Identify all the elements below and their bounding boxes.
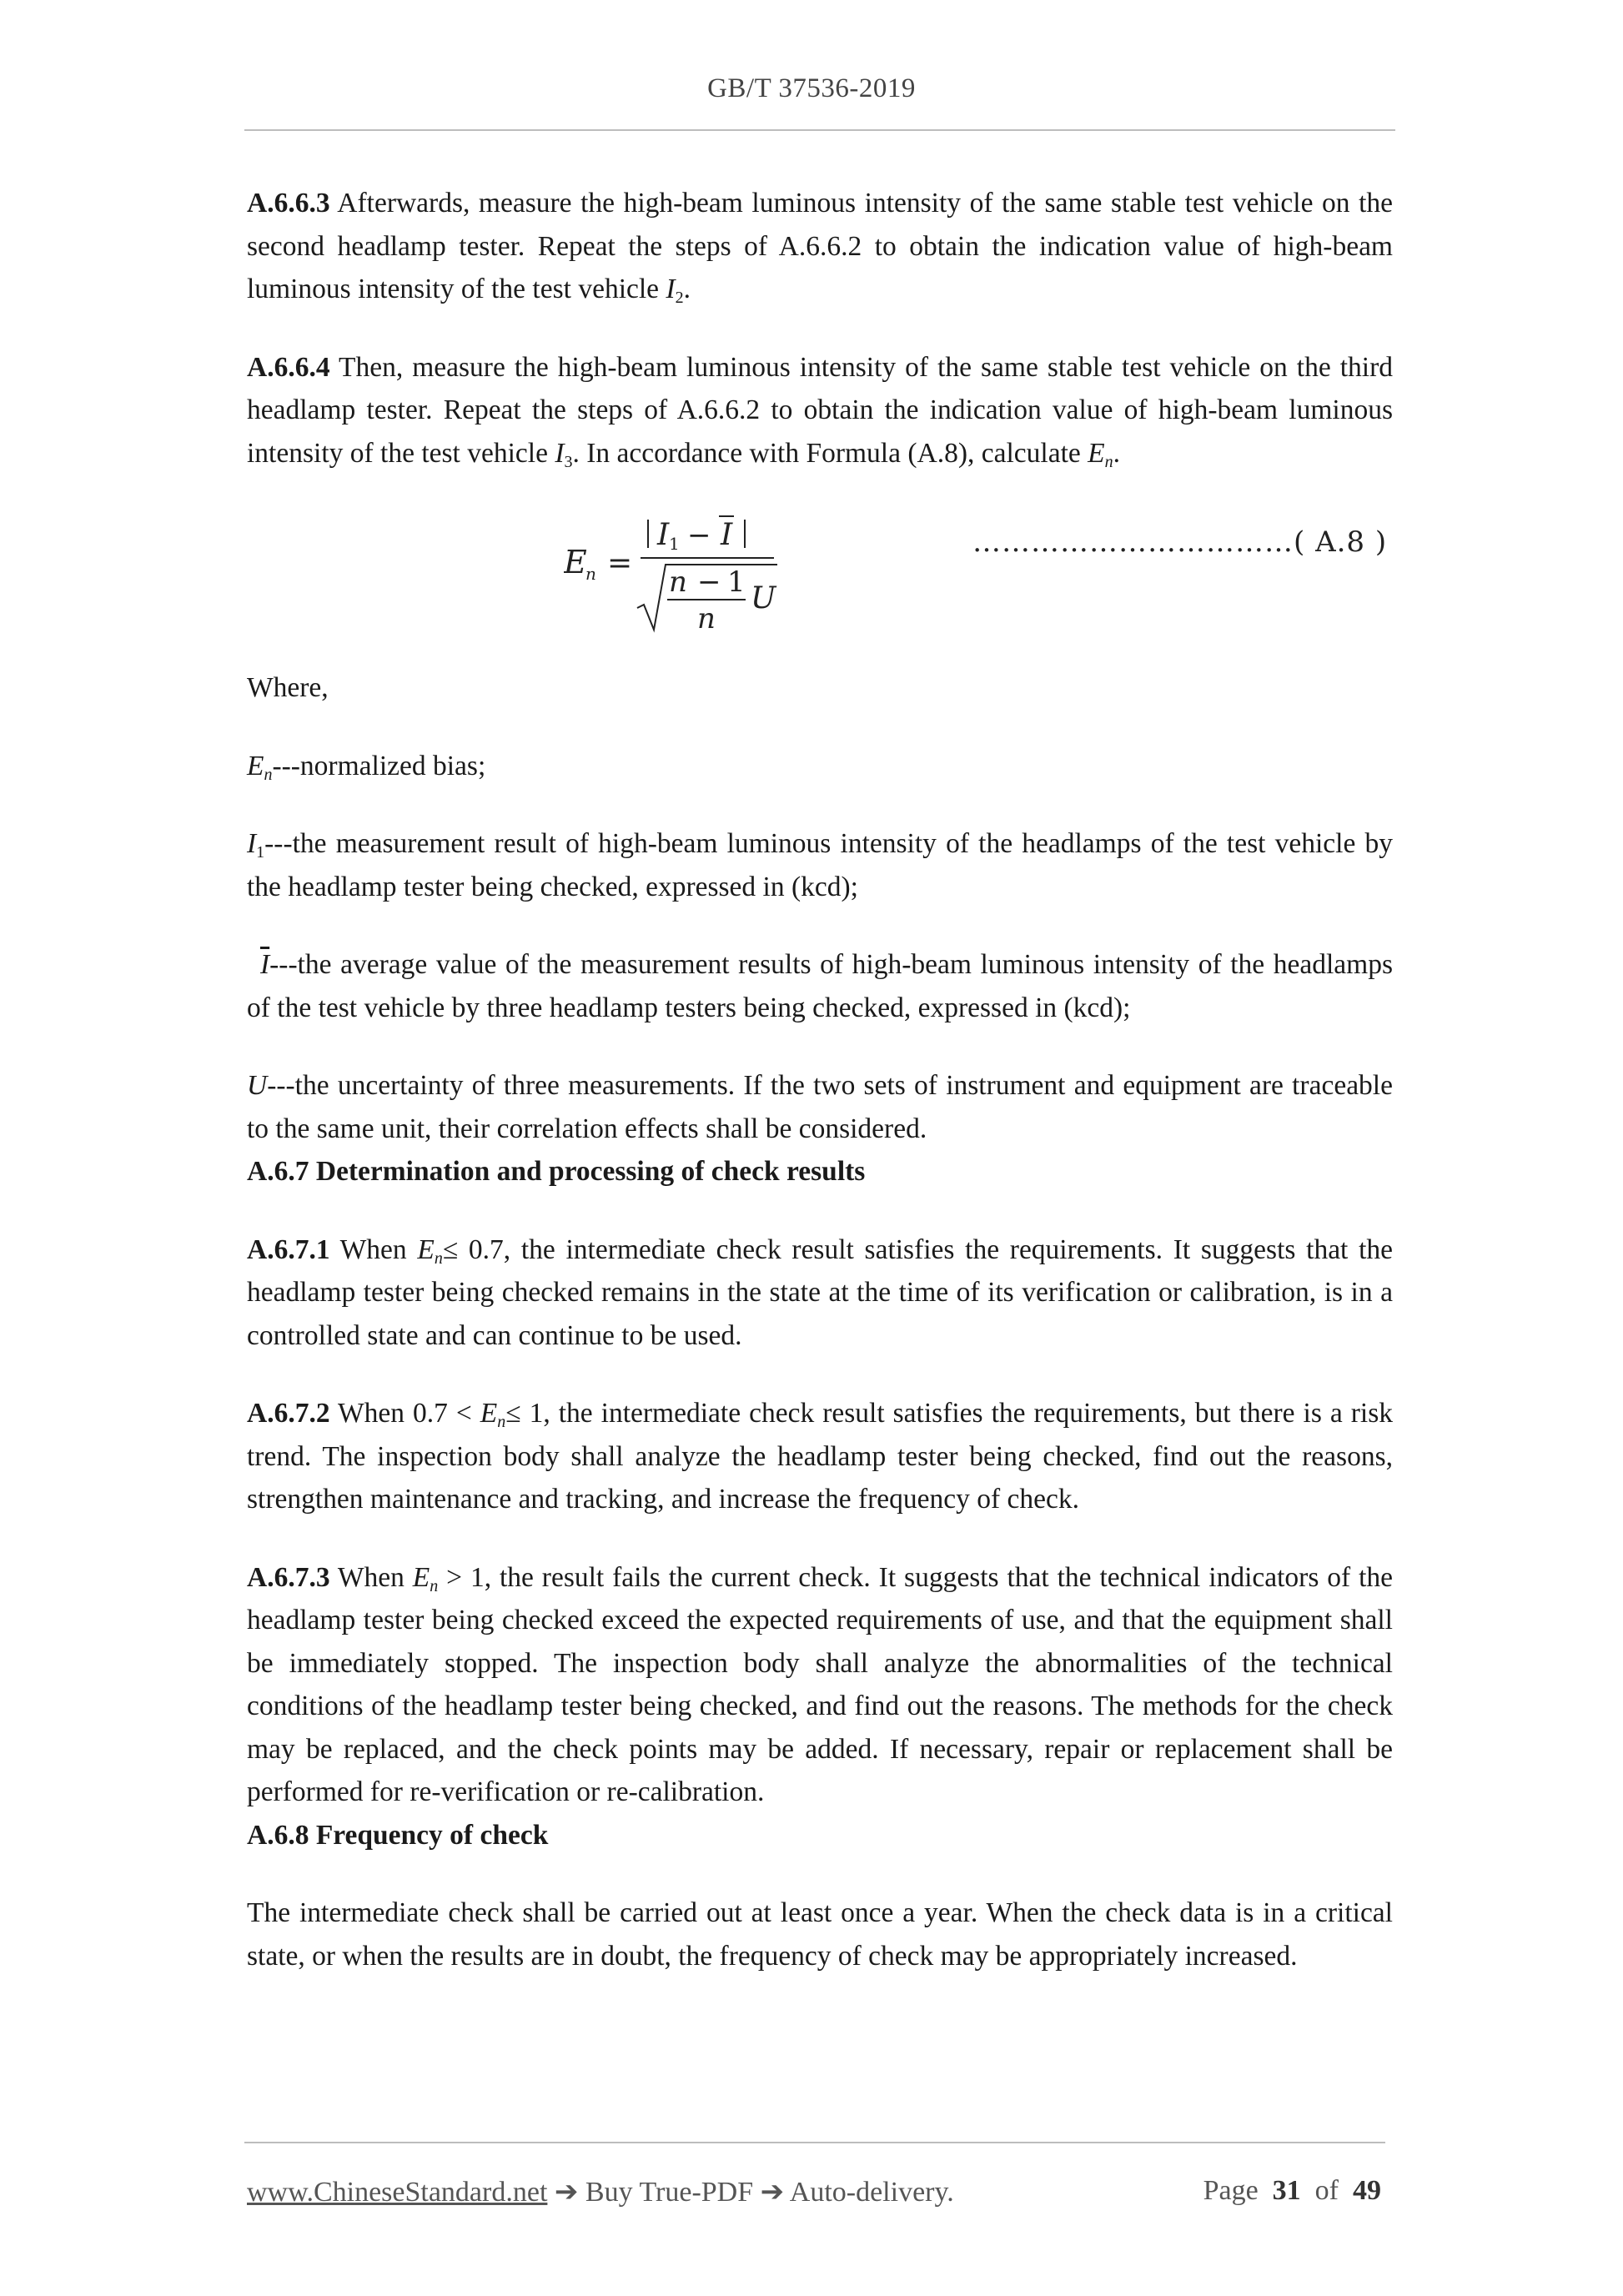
clause-label: A.6.6.4 xyxy=(247,351,330,383)
page-content xyxy=(247,182,1393,1977)
formula-num-i: I xyxy=(657,518,670,552)
definition-text: ---the measurement result of high-beam luminous intensity of the headlamps of the test vehicle by the headlamp tester being checked, expressed in (kcd); xyxy=(247,828,1393,902)
formula-den-n: n xyxy=(669,565,687,599)
formula-num-ibar: I xyxy=(721,518,733,552)
clause-label: A.6.7.1 xyxy=(247,1233,330,1265)
formula-equals: = xyxy=(607,546,633,580)
formula-num-minus: − xyxy=(687,519,711,552)
arrow-right-icon: ➔ xyxy=(554,2177,579,2208)
footer-promo xyxy=(247,2175,954,2208)
clause-text: When xyxy=(329,1233,418,1265)
clause-a6671 xyxy=(247,1228,1393,1358)
symbol-sub: n xyxy=(497,1413,506,1431)
website-link[interactable]: www.ChineseStandard.net xyxy=(247,2177,548,2208)
symbol-sub: 3 xyxy=(564,452,573,471)
symbol: E xyxy=(480,1398,498,1429)
paragraph-a668: The intermediate check shall be carried out at least once a year. When the check data is in a critical state, or when the results are in doubt, the frequency of check may be appropriately increased. xyxy=(247,1897,1393,1972)
symbol-sub: n xyxy=(264,765,273,784)
symbol: E xyxy=(412,1561,430,1593)
total-pages: 49 xyxy=(1353,2175,1381,2206)
clause-text: . xyxy=(1113,437,1120,469)
clause-text: ≤ 0.7, the intermediate check result satisfies the requirements. It suggests that the headlamp tester being checked remains in the state at the time of its verification or calibration, is in a controlled state and can continue to be used. xyxy=(247,1233,1393,1351)
formula-lhs-sub: n xyxy=(585,564,596,584)
current-page: 31 xyxy=(1272,2175,1301,2206)
footer-rule xyxy=(244,2142,1385,2143)
header-rule xyxy=(244,129,1395,131)
clause-text: When 0.7 < xyxy=(329,1398,480,1429)
formula-num-sub: 1 xyxy=(669,534,680,554)
clause-a664 xyxy=(247,346,1393,475)
symbol: E xyxy=(247,750,264,781)
symbol-sub: 1 xyxy=(256,843,265,862)
definition-text: ---the average value of the measurement results of high-beam luminous intensity of the headlamps of the test vehicle by three headlamp testers being checked, expressed in (kcd); xyxy=(247,949,1393,1023)
footer-buy-text: Buy True-PDF xyxy=(578,2177,761,2208)
formula-den-minus: − xyxy=(697,565,721,599)
definition-en xyxy=(247,745,1393,788)
symbol: E xyxy=(417,1233,435,1265)
formula-lhs: E xyxy=(564,544,587,580)
clause-text: > 1, the result fails the current check. It suggests that the technical indicators of the headlamp tester being checked exceed the expected requirements of use, and that the equipment shall be immediately stopped. The inspection body shall analyze the abnormalities of the technical conditions of the headlamp tester being checked, and find out the reasons. The methods for the check may be replaced, and the check points may be added. If necessary, repair or replacement shall be performed for re-verification or re-calibration. xyxy=(247,1561,1393,1807)
symbol-sub: n xyxy=(1104,452,1113,471)
formula-dots: …………………………… xyxy=(972,525,1294,559)
clause-text: . xyxy=(683,274,691,304)
definition-u xyxy=(247,1064,1393,1150)
heading-a668: A.6.8 Frequency of check xyxy=(247,1819,549,1851)
symbol: U xyxy=(247,1070,268,1101)
clause-text: When xyxy=(329,1561,413,1593)
clause-a6673 xyxy=(247,1556,1393,1814)
symbol-sub: 2 xyxy=(675,289,684,307)
page-word: Page xyxy=(1203,2175,1259,2206)
page-number xyxy=(1203,2175,1381,2207)
formula-tag: ( A.8 ) xyxy=(1294,525,1388,559)
clause-text: ≤ 1, the intermediate check result satisfies the requirements, but there is a risk trend. The inspection body shall analyze the headlamp tester being checked, find out the reasons, strengthen maintenance and tracking, and increase the frequency of check. xyxy=(247,1398,1393,1515)
formula-den-n2: n xyxy=(697,602,716,636)
symbol: I xyxy=(247,828,257,859)
definition-ibar xyxy=(247,943,1393,1029)
definition-text: ---the uncertainty of three measurements. If the two sets of instrument and equipment are traceable to the same unit, their correlation effects shall be considered. xyxy=(247,1070,1393,1144)
clause-a6672 xyxy=(247,1392,1393,1521)
clause-label: A.6.6.3 xyxy=(247,188,330,219)
definition-text: ---normalized bias; xyxy=(272,750,486,781)
clause-text: Then, measure the high-beam luminous intensity of the same stable test vehicle on the third headlamp tester. Repeat the steps of A.6.6.2 to obtain the indication value of high-beam luminous intensity of the test vehicle xyxy=(247,351,1393,469)
clause-a663 xyxy=(247,182,1393,311)
clause-label: A.6.7.2 xyxy=(247,1398,330,1429)
formula-den-u: U xyxy=(751,581,776,615)
symbol-sub: n xyxy=(430,1576,439,1595)
formula-graphic xyxy=(564,505,831,638)
formula-den-one: 1 xyxy=(727,565,746,599)
definition-i1 xyxy=(247,822,1393,908)
document-header-title: GB/T 37536-2019 xyxy=(707,73,916,103)
heading-a667: A.6.7 Determination and processing of check results xyxy=(247,1156,866,1187)
formula-a8 xyxy=(247,505,1393,638)
symbol-sub: n xyxy=(434,1248,443,1268)
clause-text: . In accordance with Formula (A.8), calculate xyxy=(572,437,1088,469)
clause-text: Afterwards, measure the high-beam luminous intensity of the same stable test vehicle on the second headlamp tester. Repeat the steps of A.6.6.2 to obtain the indication value of high-beam luminous intensity of the test vehicle xyxy=(247,188,1393,304)
symbol: I xyxy=(555,437,565,469)
symbol: $\overline{I}$ xyxy=(260,949,270,980)
symbol: E xyxy=(1088,437,1105,469)
clause-label: A.6.7.3 xyxy=(247,1561,330,1593)
formula-tag-line xyxy=(972,521,1387,565)
where-label: Where, xyxy=(247,672,329,703)
arrow-right-icon: ➔ xyxy=(760,2177,785,2208)
of-word: of xyxy=(1314,2175,1339,2206)
footer-delivery-text: Auto-delivery. xyxy=(784,2177,954,2208)
symbol: I xyxy=(666,274,676,304)
